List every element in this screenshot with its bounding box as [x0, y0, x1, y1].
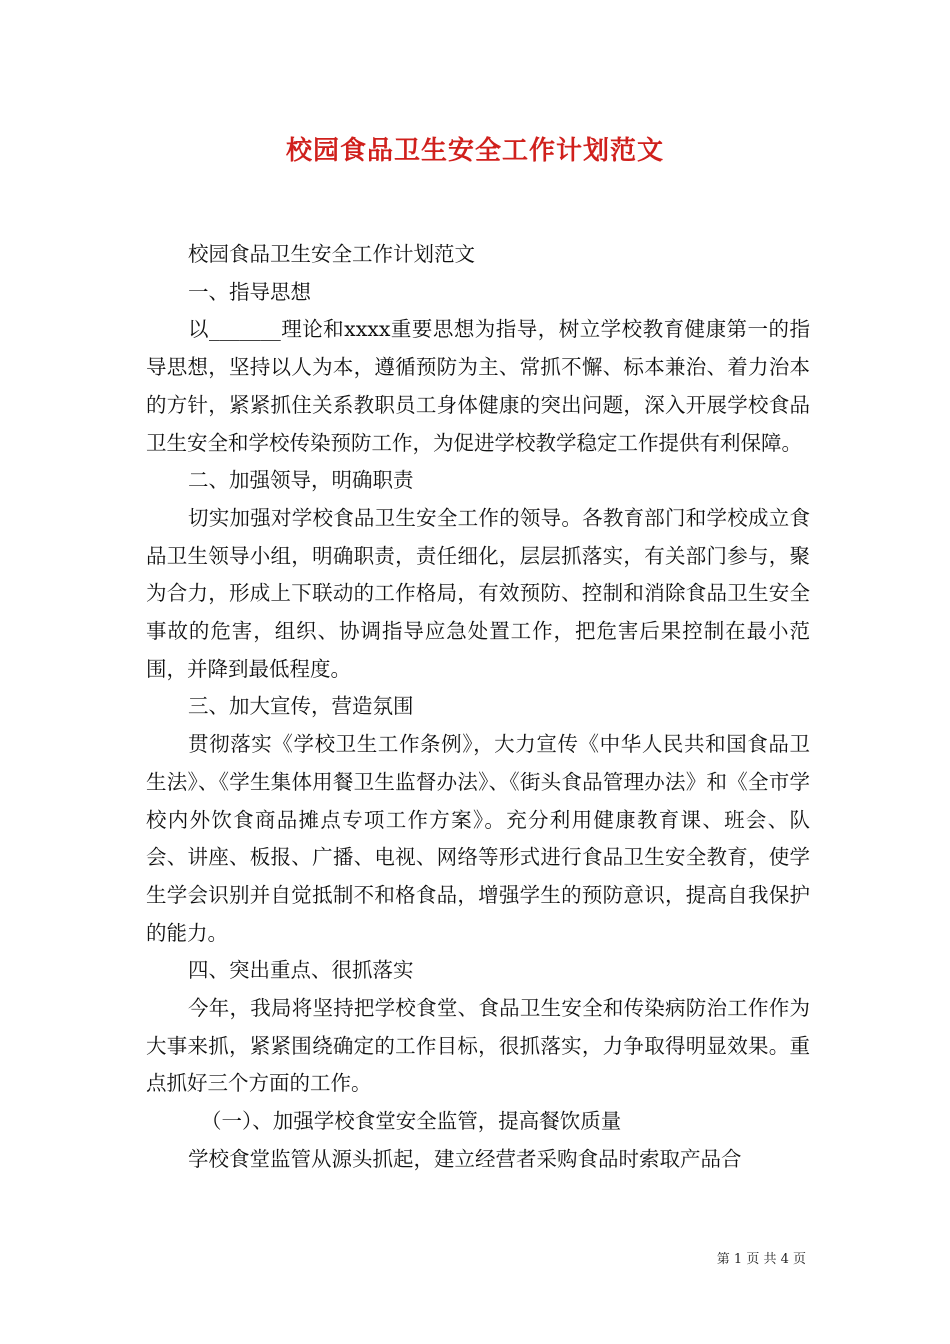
document-subtitle: 校园食品卫生安全工作计划范文	[188, 242, 475, 266]
section-heading-1: 一、指导思想	[188, 279, 311, 304]
section-heading-3: 三、加大宣传，营造氛围	[188, 694, 414, 719]
section-heading-4: 四、突出重点、很抓落实	[188, 958, 414, 983]
sub-heading-1: （一）、加强学校食堂安全监管，提高餐饮质量	[201, 1109, 622, 1134]
paragraph-canteen-supervision: 学校食堂监管从源头抓起，建立经营者采购食品时索取产品合	[188, 1146, 742, 1171]
document-title: 校园食品卫生安全工作计划范文	[285, 136, 664, 166]
section-heading-2: 二、加强领导，明确职责	[188, 468, 414, 493]
paragraph-leadership: 切实加强对学校食品卫生安全工作的领导。各教育部门和学校成立食品卫生领导小组，明确职责，责任细化，层层抓落实，有关部门参与，聚为合力，形成上下联动的工作格局，有效预防、控制和消除食品卫生安全事故的危害，组织、协调指导应急处置工作，把危害后果控制在最小范围，并降到最低程度。	[146, 505, 810, 681]
page-number: 第 1 页 共 4 页	[716, 1252, 806, 1267]
document-body	[146, 236, 810, 1179]
paragraph-publicity: 贯彻落实《学校卫生工作条例》，大力宣传《中华人民共和国食品卫生法》、《学生集体用餐卫生监督办法》、《街头食品管理办法》和《全市学校内外饮食商品摊点专项工作方案》。充分利用健康教育课、班会、队会、讲座、板报、广播、电视、网络等形式进行食品卫生安全教育，使学生学会识别并自觉抵制不和格食品，增强学生的预防意识，提高自我保护的能力。	[146, 732, 810, 945]
paragraph-key-points: 今年，我局将坚持把学校食堂、食品卫生安全和传染病防治工作作为大事来抓，紧紧围绕确定的工作目标，很抓落实，力争取得明显效果。重点抓好三个方面的工作。	[146, 996, 810, 1096]
paragraph-guiding-ideology: 以_______理论和xxxx重要思想为指导，树立学校教育健康第一的指导思想，坚持以人为本，遵循预防为主、常抓不懈、标本兼治、着力治本的方针，紧紧抓住关系教职员工身体健康的突出问题，深入开展学校食品卫生安全和学校传染预防工作，为促进学校教学稳定工作提供有利保障。	[146, 317, 810, 455]
